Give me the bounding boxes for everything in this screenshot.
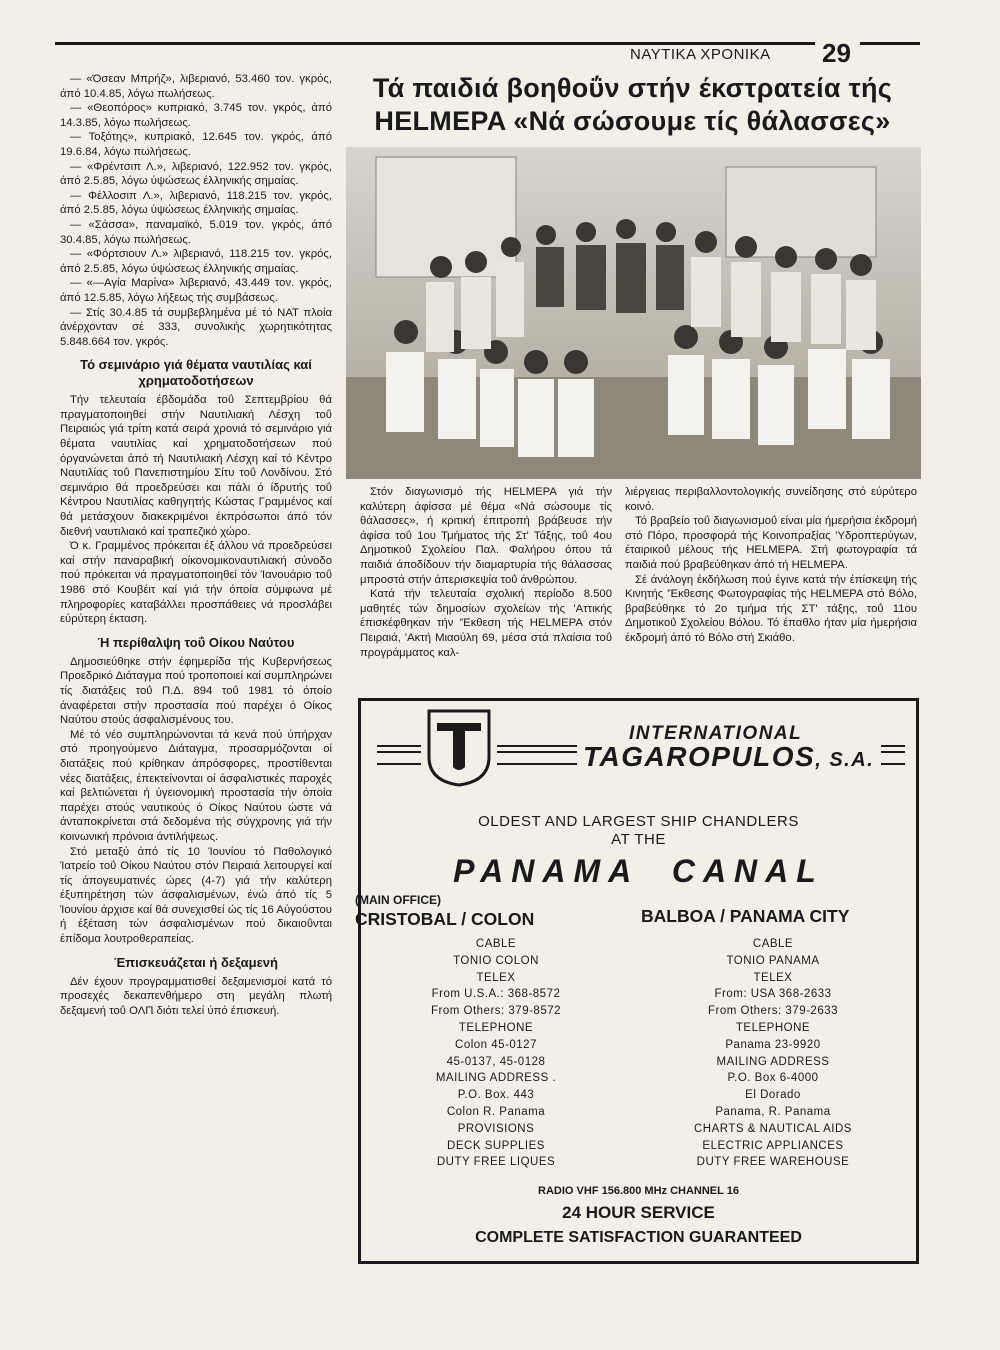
paragraph: Μέ τό νέο συμπληρώνονται τά κενά πού ύπήρχαν στό προηγούμενο Διάταγμα, προσαρμόζονται οί διατάξεις πού κρίθηκαν άπρόσφορες, προστίθενται νέες διατάξεις, έπεκτείνονται οί άσφαλιστικές παροχές καί βελτιώνεται ή ύγειονομική προστασία τήν όποία παρέχει στούς ναυτικούς ό Οίκος Ναύτου ώστε νά άνταποκρίνεται στά δεδομένα τής σύγχρονης γιά τήν κοινωνική πρόνοια άντιλήψεως.: [60, 728, 332, 843]
running-title: ΝΑΥΤΙΚΑ ΧΡΟΝΙΚΑ: [630, 46, 771, 63]
detail-line: From Others: 379-2633: [707, 1005, 839, 1018]
detail-line: CABLE: [752, 938, 794, 950]
detail-line: PROVISIONS: [457, 1122, 535, 1135]
main-office-label: (MAIN OFFICE): [355, 893, 441, 907]
section-title-care: Ή περίθαλψη τοΰ Οίκου Ναύτου: [97, 634, 295, 650]
list-item: — «Όσεαν Μπρήζ», λιβεριανό, 53.460 τον. γκρός, άπό 10.4.85, λόγω πωλήσεως.: [60, 73, 332, 100]
detail-line: TELEX: [476, 971, 516, 984]
company-name: [583, 741, 874, 773]
list-item: — Τοξότης», κυπριακό, 12.645 τον. γκρός, άπό 19.6.84, λόγω πωλήσεως.: [60, 131, 332, 158]
detail-line: TELEX: [753, 971, 793, 984]
detail-line: TONIO COLON: [453, 954, 539, 967]
paragraph: Τήν τελευταία έβδομάδα τοΰ Σεπτεμβρίου θά πραγματοποιηθεί στήν Ναυτιλιακή Λέσχη τοΰ Πειραιώς γιά τρίτη κατά σειρά χρονιά τό σεμινάριο γιά θέματα ναυτιλίας καί χρηματοδοτήσεων πού όργανώνεται άπό τή Ναυτιλιακή Λέσχη καί τό Κέντρο Ναυτιλίας τοΰ Πανεπιστημίου Σίτυ τοΰ Λονδίνου. Στό σεμινάριο θά προεδρεύσει και πάλι ό ίδρυτής τοΰ Κέντρου Ναυτιλίας καθηγητής Κώστας Γραμμένος καί θά μετάσχουν διακεκριμένοι έκπρόσωποι άπό τόν διεθνή ναυτιλιακό καί τραπεζικό χώρο.: [60, 394, 332, 538]
guarantee-line: COMPLETE SATISFACTION GUARANTEED: [475, 1229, 802, 1246]
paragraph: Δέν έχουν προγραμματισθεί δεξαμενισμοί κατά τό προσεχές δεκαπενθήμερο στη μεγάλη πλωτή δεξαμενή τοΰ ΟΛΠ διότι τελεί ύπό έπισκευή.: [60, 975, 332, 1017]
section-body-care: [60, 655, 332, 947]
detail-line: MAILING ADDRESS .: [435, 1072, 557, 1085]
detail-line: P.O. Box. 443: [457, 1089, 535, 1102]
article-column-2: [625, 485, 917, 646]
stripe-right-outer: [881, 745, 905, 765]
headline-line-2: HELMEPA «Νά σώσουμε τίς θάλασσες»: [374, 106, 891, 136]
list-item: — «Φρέντσιπ Λ.», λιβεριανό, 122.952 τον. γκρός, άπό 2.5.85, λόγω ύψώσεως έλληνικής σημαίας.: [60, 160, 332, 188]
office-2-details: [623, 936, 923, 1171]
detail-line: TELEPHONE: [458, 1021, 534, 1034]
tagaropulos-logo-icon: [423, 707, 495, 787]
list-item: — «Φόρτσιουν Λ.» λιβεριανό, 118.215 τον. γκρός, άπό 2.5.85, λόγω ύψώσεως έλληνικής σημαίας.: [60, 248, 332, 275]
stripe-mid-outer: [497, 745, 577, 765]
paragraph: Ό κ. Γραμμένος πρόκειται έξ άλλου νά προεδρεύσει καί στήν παναραβική οίκονομικοναυτιλιακή σύνοδο πού πρόκειται νά πραγματοποιηθεί τόν Ίανουάριο τοΰ 1986 στό Κουβέιτ καί γιά τήν όποία σύμφωνα μέ πληροφορίες καταβάλλει προσπάθειες νά προσλάβει εύρύτερη έκταση.: [60, 540, 332, 626]
paragraph: Στό μεταξύ άπό τίς 10 Ίουνίου τό Παθολογικό Ίατρείο τοΰ Οίκου Ναύτου στόν Πειραιά λειτουργεί καί τίς άπογευματινές ώρες (4-7) γιά τήν καλύτερη έξυπηρέτηση τών άσφαλισμένων, ένώ άπό τίς 5 Ίουνίου άρχισε καί θά συνεχισθεί ώς τίς 16 Αύγούστου ή έξέταση τών άσφαλισμένων πού δικαιοΰνται έπίδομα λουτροθεραπείας.: [60, 845, 332, 946]
group-photo: [346, 147, 921, 479]
paragraph: Στόν διαγωνισμό τής HELMEPA γιά τήν καλύτερη άφίσσα μέ θέμα «Νά σώσουμε τίς θάλασσες», ή κριτική έπιτροπή βράβευσε τήν άφίσα τοΰ 1ου Τμήματος τής Στ' Τάξης, τοΰ 4ου Δημοτικοΰ Σχολείου Παλ. Φαλήρου όπου τά παιδιά άποδίδουν τήν διαμαρτυρία τής θάλασσας μπροστά στήν άπερισκεψία τοΰ άνθρώπου.: [360, 486, 612, 586]
tagline-line-2: AT THE: [611, 831, 666, 848]
paragraph: Τό βραβείο τοΰ διαγωνισμοΰ είναι μία ήμερήσια έκδρομή στό Πόρο, προσφορά τής Κοινοπραξίας 'Υδροπτερύγων, έταιρικοΰ μέλους τής HELMEPA. Στή φωτογραφία τά παιδιά πού βραβεύθηκαν άπό τή HELMEPA.: [625, 515, 917, 571]
detail-line: Colon R. Panama: [446, 1105, 546, 1118]
company-suffix: , S.A.: [815, 749, 875, 771]
list-item: — Φέλλοσιπ Λ.», λιβεριανό, 118.215 τον. γκρός, άπό 2.5.85, λόγω ύψώσεως έλληνικής σημαίας.: [60, 189, 332, 217]
children-photo-illustration: [346, 147, 921, 479]
detail-line: DUTY FREE WAREHOUSE: [696, 1156, 850, 1169]
stripe-left-mid: [377, 751, 421, 753]
detail-line: MAILING ADDRESS: [716, 1055, 830, 1068]
detail-line: CABLE: [475, 938, 517, 950]
section-title-dock: Έπισκευάζεται ή δεξαμενή: [114, 954, 278, 970]
list-item: — «Θεοπόρος» κυπριακό, 3.745 τον. γκρός, άπό 14.3.85, λόγω πωλήσεως.: [60, 102, 332, 129]
paragraph: Δημοσιεύθηκε στήν έφημερίδα τής Κυβερνήσεως Προεδρικό Διάταγμα πού τροποποιεί καί συμπληρώνει τίς διατάξεις τοΰ Π.Δ. 894 τοΰ 1981 τό όποίο άναφέρεται στήν προστασία πού παρέχει ό Οίκος Ναύτου στούς άσφαλισμένους του.: [60, 655, 332, 727]
list-item: — «—Αγία Μαρίνα» λιβεριανό, 43.449 τον. γκρός, άπό 12.5.85, λόγω λήξεως τής συμβάσεως.: [60, 277, 332, 304]
detail-line: DECK SUPPLIES: [447, 1139, 545, 1152]
paragraph: λιέργειας περιβαλλοντολογικής συνείδησης στό εύρύτερο κοινό.: [625, 486, 917, 513]
detail-line: Panama 23-9920: [725, 1038, 821, 1051]
left-column: [60, 72, 332, 1018]
article-headline: [340, 72, 925, 138]
service-line: 24 HOUR SERVICE: [562, 1203, 715, 1222]
detail-line: P.O. Box 6-4000: [727, 1072, 819, 1085]
section-title-seminar: Τό σεμινάριο γιά θέματα ναυτιλίας καί χρηματοδοτήσεων: [80, 357, 312, 389]
detail-line: DUTY FREE LIQUES: [436, 1156, 556, 1169]
paragraph: Κατά τήν τελευταία σχολική περίοδο 8.500 μαθητές τών δημοσίων σχολείων τής 'Αττικής έπισκέφθηκαν τήν 'Έκθεση τής HELMEPA στόν Πειραιά, 'Ακτή Μιαούλη 69, μέσα στά πλαίσια τοΰ προγράμματος καλ-: [360, 588, 612, 659]
headline-line-1: Τά παιδιά βοηθοΰν στήν έκστρατεία τής: [372, 73, 893, 103]
paragraph: Σέ άνάλογη έκδήλωση πού έγινε κατά τήν έπίσκεψη τής Κινητής 'Έκθεσης Φωτογραφίας τής HELMEPA στό Βόλο, βραβεύθηκε τό 2ο τμήμα τής ΣΤ' τάξης, τοΰ 11ου Δημοτικοΰ Σχολείου Βόλου. Τό έπαθλο ήταν μία ήμερήσια έκδρομή άπό τό Βόλο στή Σκιάθο.: [625, 573, 917, 644]
section-body-seminar: [60, 393, 332, 627]
stripe-left-outer: [377, 745, 421, 765]
header-rule: [55, 42, 815, 45]
list-item: — Στίς 30.4.85 τά συμβεβλημένα μέ τό ΝΑΤ πλοία άνέρχονταν σέ 333, συνολικής χωρητικότητας 5.848.664 τον. γκρός.: [60, 306, 332, 348]
office-2-city: BALBOA / PANAMA CITY: [641, 906, 850, 926]
office-1-details: [361, 936, 631, 1171]
detail-line: El Dorado: [745, 1089, 801, 1102]
page-number: 29: [822, 38, 851, 68]
detail-line: Panama, R. Panama: [715, 1105, 831, 1118]
company-line-2: TAGAROPULOS: [583, 741, 816, 772]
article-column-1: [360, 485, 612, 660]
tagline-line-1: OLDEST AND LARGEST SHIP CHANDLERS: [478, 813, 799, 830]
detail-line: From Others: 379-8572: [430, 1005, 562, 1018]
office-1-city: CRISTOBAL / COLON: [355, 909, 535, 929]
detail-line: TELEPHONE: [735, 1021, 811, 1034]
detail-line: From U.S.A.: 368-8572: [431, 988, 561, 1001]
stripe-right-mid: [881, 751, 905, 753]
header-rule-right: [860, 42, 920, 45]
radio-line: RADIO VHF 156.800 MHz CHANNEL 16: [538, 1185, 739, 1197]
detail-line: CHARTS & NAUTICAL AIDS: [694, 1122, 852, 1135]
list-item: — «Σάσσα», παναμαϊκό, 5.019 τον. γκρός, άπό 30.4.85, λόγω πωλήσεως.: [60, 218, 332, 246]
tagaropulos-advertisement: [355, 698, 919, 1264]
detail-line: TONIO PANAMA: [726, 954, 820, 967]
detail-line: ELECTRIC APPLIANCES: [702, 1139, 844, 1152]
section-body-dock: [60, 975, 332, 1019]
stripe-mid-mid: [497, 751, 577, 753]
detail-line: 45-0137, 45-0128: [446, 1055, 546, 1068]
detail-line: Colon 45-0127: [455, 1038, 537, 1051]
detail-line: From: USA 368-2633: [714, 988, 832, 1001]
location-title: PANAMA CANAL: [453, 853, 824, 889]
ship-list: [60, 72, 332, 349]
company-line-1: INTERNATIONAL: [629, 723, 803, 744]
